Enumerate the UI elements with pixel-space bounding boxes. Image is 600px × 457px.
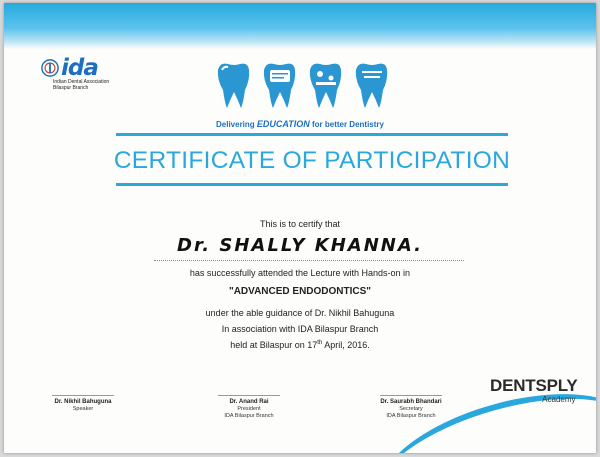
title-rule-bottom <box>116 183 508 186</box>
held-text <box>4 340 596 350</box>
signature-president <box>194 395 304 420</box>
held-post: April, 2016. <box>322 340 370 350</box>
certificate-sheet <box>4 3 596 453</box>
signatory-org: IDA Bilaspur Branch <box>386 413 436 419</box>
signature-secretary <box>356 395 466 420</box>
tooth-icon-4 <box>356 64 387 108</box>
certify-text: This is to certify that <box>259 219 341 229</box>
lecture-topic: "ADVANCED ENDODONTICS" <box>228 286 372 297</box>
tooth-icon-3 <box>310 64 341 108</box>
signature-line <box>52 395 114 396</box>
signatory-name: Dr. Anand Rai <box>229 399 269 405</box>
association-text: In association with IDA Bilaspur Branch <box>221 324 379 334</box>
tagline-pre: Delivering <box>216 120 257 129</box>
brand-subtitle: Academy <box>542 395 576 404</box>
signature-line <box>380 395 442 396</box>
name-dotted-line <box>154 260 464 261</box>
brand-wordmark: DENTSPLY <box>490 376 578 395</box>
signature-speaker <box>38 395 128 413</box>
tagline <box>4 119 596 129</box>
guidance-text: under the able guidance of Dr. Nikhil Bahuguna <box>205 308 395 318</box>
ida-subtitle-line2: Bilaspur Branch <box>53 85 89 91</box>
held-pre: held at Bilaspur on 17 <box>230 340 318 350</box>
certificate-title: CERTIFICATE OF PARTICIPATION <box>113 147 511 174</box>
signatory-role: Speaker <box>72 406 94 412</box>
signatory-name: Dr. Saurabh Bhandari <box>380 399 442 405</box>
attended-text: has successfully attended the Lecture with Hands-on in <box>189 268 411 278</box>
dentsply-logo <box>490 377 578 405</box>
signatory-org: IDA Bilaspur Branch <box>224 413 274 419</box>
teeth-illustration <box>214 60 394 112</box>
tooth-icon-1 <box>218 64 249 108</box>
ida-emblem-icon <box>41 59 59 77</box>
held-ordinal: th <box>317 340 323 346</box>
tooth-icon-2 <box>264 64 295 108</box>
tagline-post: for better Dentistry <box>309 120 384 129</box>
signatory-name: Dr. Nikhil Bahuguna <box>54 399 112 405</box>
recipient-name: Dr. SHALLY KHANNA. <box>177 235 423 256</box>
signature-line <box>218 395 280 396</box>
signatory-role: Secretary <box>399 406 423 412</box>
top-color-band <box>4 3 596 49</box>
ida-subtitle-line1: Indian Dental Association <box>53 79 110 85</box>
ida-logo <box>41 57 121 91</box>
signatory-role: President <box>237 406 261 412</box>
title-rule-top <box>116 133 508 136</box>
tagline-emphasis: EDUCATION <box>256 119 310 129</box>
ida-wordmark: ida <box>61 55 98 81</box>
